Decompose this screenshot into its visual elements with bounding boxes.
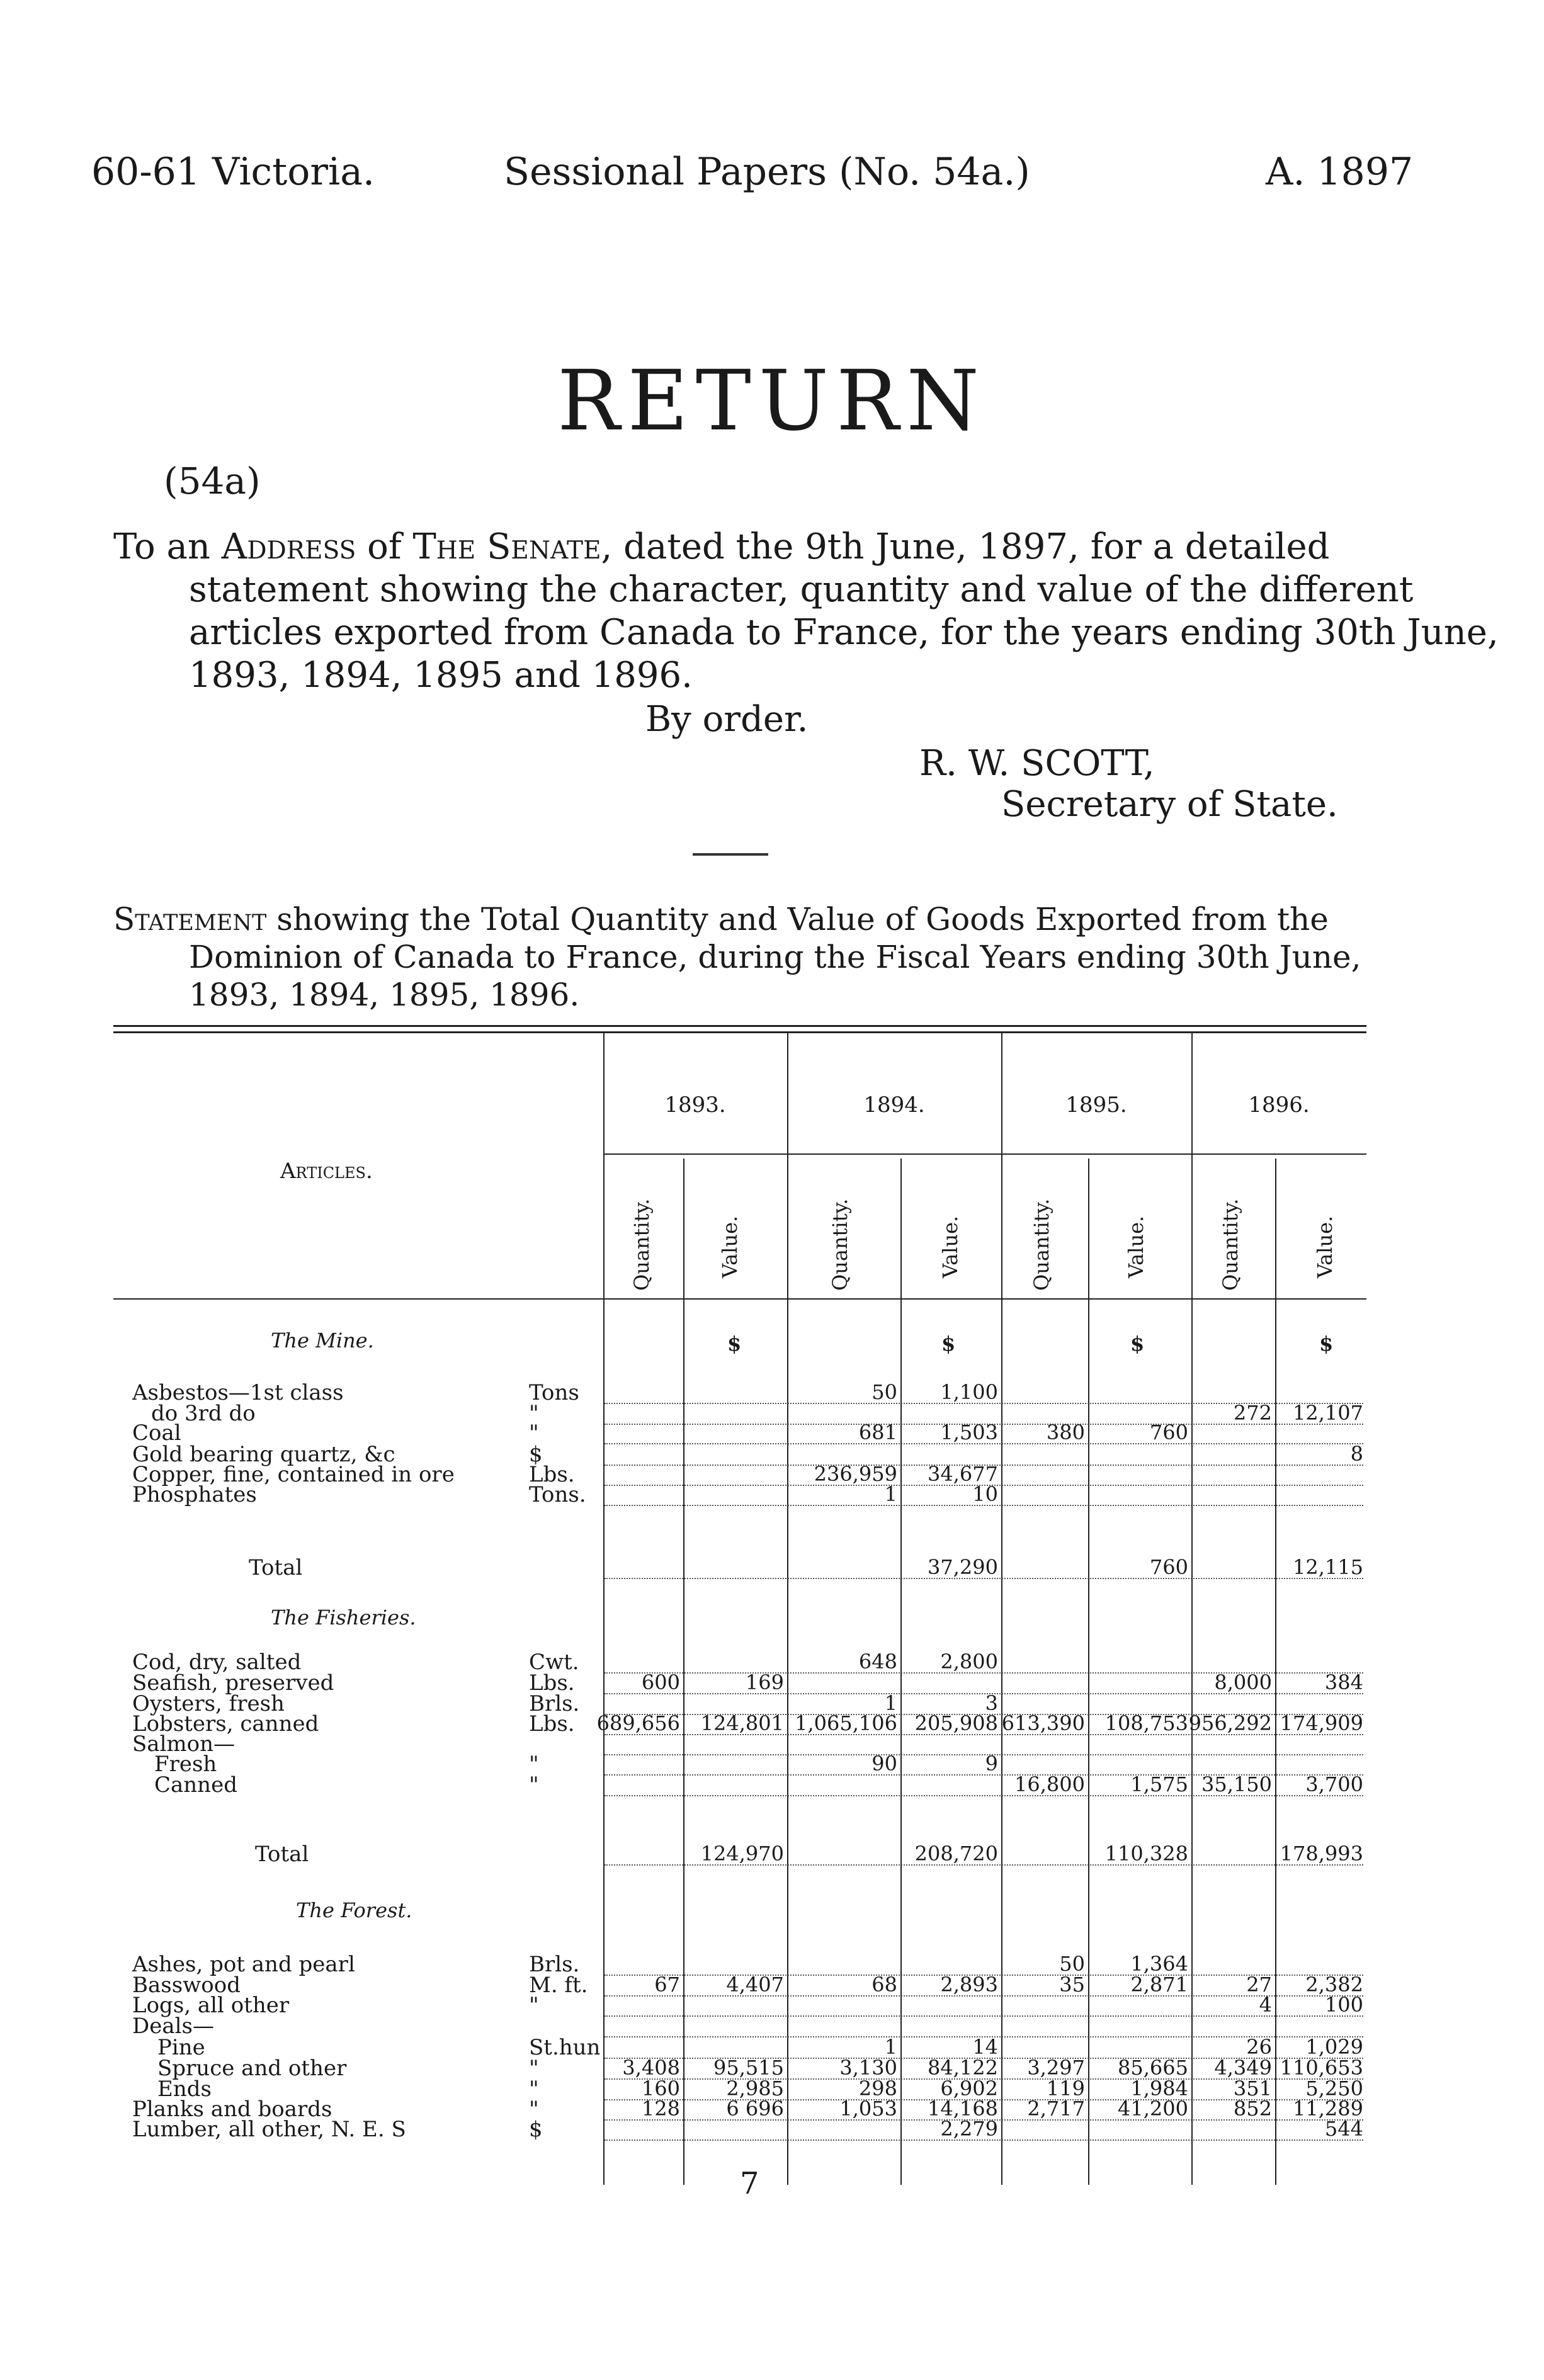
row-cell: 12,107 (1293, 1401, 1363, 1425)
row-cell: 760 (1149, 1420, 1188, 1444)
row-cell: 3,408 (622, 2056, 680, 2080)
row-dotted-rule (605, 1995, 1363, 1997)
header-center: Sessional Papers (No. 54a.) (504, 150, 1030, 194)
row-unit: Tons (529, 1380, 579, 1405)
row-dotted-rule (605, 1693, 1363, 1694)
row-cell: 2,717 (1027, 2097, 1085, 2121)
row-article: Gold bearing quartz, &c (132, 1442, 395, 1467)
row-cell: 1,053 (839, 2097, 897, 2121)
col-border (787, 1033, 788, 2185)
row-cell: 128 (641, 2097, 680, 2121)
row-cell: 2,279 (940, 2117, 998, 2141)
row-unit: Brls. (529, 1691, 580, 1716)
page-number: 7 (740, 2166, 759, 2201)
articles-header: Articles. (280, 1159, 373, 1184)
row-cell: 119 (1046, 2077, 1085, 2100)
row-cell: 10 (972, 1482, 998, 1506)
row-cell: 1,503 (940, 1420, 998, 1444)
document-number: (54a) (164, 460, 261, 502)
row-unit: St.hun (529, 2035, 601, 2060)
row-cell: 50 (1059, 1952, 1085, 1976)
row-cell: 6 696 (726, 2097, 784, 2121)
row-cell: 351 (1233, 2077, 1272, 2100)
row-cell: 1,984 (1130, 2077, 1188, 2100)
row-cell: 1 (884, 2035, 897, 2059)
row-article: Coal (132, 1420, 181, 1446)
row-unit: " (529, 2077, 539, 2102)
row-unit: $ (529, 2117, 543, 2142)
row-unit: Lbs. (529, 1462, 575, 1487)
row-article: Pine (157, 2035, 205, 2060)
row-cell: 12,115 (1293, 1555, 1363, 1579)
row-cell: 600 (641, 1670, 680, 1694)
section-mine: The Mine. (271, 1329, 374, 1352)
row-cell: 169 (745, 1670, 784, 1694)
row-article: Seafish, preserved (132, 1670, 334, 1696)
row-dotted-rule (605, 1578, 1363, 1579)
col-border (1191, 1033, 1193, 2185)
row-unit: " (529, 1993, 539, 2018)
year-header-rule (603, 1153, 1366, 1155)
row-cell: 1,100 (940, 1380, 998, 1404)
year-1893: 1893. (664, 1092, 726, 1118)
row-article: Total (249, 1555, 303, 1580)
row-cell: 852 (1233, 2097, 1272, 2121)
row-unit: " (529, 2097, 539, 2122)
table-top-rule (113, 1025, 1366, 1027)
quantity-label: Quantity. (1030, 1198, 1053, 1291)
row-article: Spruce and other (157, 2056, 347, 2081)
table-top-rule-2 (113, 1031, 1366, 1033)
row-cell: 380 (1046, 1420, 1085, 1444)
row-unit: Tons. (529, 1482, 586, 1507)
row-article: do 3rd do (151, 1401, 256, 1426)
row-article: Ends (157, 2077, 212, 2102)
year-1894: 1894. (863, 1092, 925, 1118)
row-article: Canned (154, 1772, 237, 1798)
row-dotted-rule (605, 2139, 1363, 2141)
row-cell: 2,985 (726, 2077, 784, 2100)
row-dotted-rule (605, 1734, 1363, 1735)
row-unit: Lbs. (529, 1670, 575, 1696)
row-cell: 5,250 (1305, 2077, 1363, 2100)
row-cell: 178,993 (1280, 1842, 1363, 1866)
row-cell: 648 (858, 1650, 897, 1674)
row-dotted-rule (605, 1443, 1363, 1444)
row-cell: 100 (1324, 1993, 1363, 2017)
statement-text: showing the Total Quantity and Value of Goods Exported from the Dominion of Canada to France, during the Fiscal Years ending 30th June, 1893, 1894, 1895, 1896. (189, 901, 1361, 1013)
signer-name: R. W. SCOTT, (919, 743, 1155, 784)
row-cell: 84,122 (928, 2056, 998, 2080)
row-cell: 298 (858, 2077, 897, 2100)
col-border (1001, 1033, 1002, 2185)
col-border (603, 1033, 605, 2185)
row-cell: 689,656 (596, 1711, 680, 1735)
col-border (1275, 1159, 1276, 2185)
row-cell: 384 (1324, 1670, 1363, 1694)
currency-1894: $ (941, 1332, 956, 1356)
row-cell: 3,130 (839, 2056, 897, 2080)
row-cell: 236,959 (814, 1462, 897, 1486)
row-unit: " (529, 2056, 539, 2081)
row-cell: 1,029 (1305, 2035, 1363, 2059)
row-cell: 613,390 (1001, 1711, 1085, 1735)
by-order: By order. (645, 699, 809, 740)
row-cell: 6,902 (940, 2077, 998, 2100)
row-dotted-rule (605, 2015, 1363, 2017)
row-article: Deals— (132, 2014, 214, 2039)
intro-of: of (367, 526, 402, 567)
row-cell: 85,665 (1118, 2056, 1188, 2080)
row-article: Salmon— (132, 1731, 236, 1757)
row-cell: 11,289 (1293, 2097, 1363, 2121)
row-cell: 4 (1259, 1993, 1272, 2017)
row-cell: 3,700 (1305, 1772, 1363, 1796)
row-cell: 124,970 (700, 1842, 784, 1866)
row-article: Oysters, fresh (132, 1691, 285, 1716)
row-cell: 2,382 (1305, 1973, 1363, 1997)
row-cell: 956,292 (1188, 1711, 1272, 1735)
row-cell: 272 (1233, 1401, 1272, 1425)
intro-address: Address (221, 526, 356, 567)
row-cell: 27 (1246, 1973, 1272, 1997)
row-cell: 37,290 (928, 1555, 998, 1579)
row-cell: 760 (1149, 1555, 1188, 1579)
intro-rest: , dated the 9th June, 1897, for a detailed statement showing the character, quantity and value of the different articles exported from Canada to France, for the years ending 30th June, 1893, 1894, 1895 and 1896. (189, 526, 1499, 696)
quantity-label: Quantity. (630, 1198, 654, 1291)
row-cell: 14 (972, 2035, 998, 2059)
row-cell: 9 (985, 1752, 998, 1776)
row-cell: 1 (884, 1691, 897, 1715)
row-article: Logs, all other (132, 1993, 290, 2018)
row-cell: 67 (654, 1973, 680, 1997)
value-label: Value. (1313, 1215, 1337, 1278)
row-article: Fresh (154, 1752, 217, 1777)
row-unit: Cwt. (529, 1650, 579, 1675)
row-cell: 2,893 (940, 1973, 998, 1997)
row-cell: 205,908 (914, 1711, 998, 1735)
row-cell: 68 (871, 1973, 897, 1997)
year-1895: 1895. (1065, 1092, 1127, 1118)
row-cell: 681 (858, 1420, 897, 1444)
row-article: Cod, dry, salted (132, 1650, 302, 1675)
row-article: Basswood (132, 1973, 241, 1998)
year-1896: 1896. (1248, 1092, 1310, 1118)
currency-1896: $ (1319, 1332, 1334, 1356)
value-label: Value. (938, 1215, 962, 1278)
quantity-label: Quantity. (828, 1198, 852, 1291)
row-cell: 90 (871, 1752, 897, 1776)
row-unit: $ (529, 1442, 543, 1467)
row-cell: 8 (1350, 1442, 1363, 1466)
row-cell: 2,800 (940, 1650, 998, 1674)
row-dotted-rule (605, 1864, 1363, 1866)
header-left: 60-61 Victoria. (91, 150, 375, 194)
value-label: Value. (1124, 1215, 1148, 1278)
statement-lead: Statement (113, 901, 267, 938)
row-unit: " (529, 1420, 539, 1446)
row-cell: 174,909 (1280, 1711, 1363, 1735)
currency-1895: $ (1130, 1332, 1145, 1356)
row-unit: Lbs. (529, 1711, 575, 1737)
section-fisheries: The Fisheries. (271, 1606, 416, 1629)
row-cell: 208,720 (914, 1842, 998, 1866)
intro-to-an: To an (113, 526, 210, 567)
row-article: Phosphates (132, 1482, 257, 1507)
row-cell: 26 (1246, 2035, 1272, 2059)
row-cell: 4,407 (726, 1973, 784, 1997)
row-cell: 3 (985, 1691, 998, 1715)
row-cell: 160 (641, 2077, 680, 2100)
row-cell: 110,653 (1280, 2056, 1363, 2080)
row-cell: 8,000 (1214, 1670, 1272, 1694)
row-cell: 16,800 (1014, 1772, 1085, 1796)
signer-title: Secretary of State. (1001, 784, 1338, 825)
row-dotted-rule (605, 1505, 1363, 1506)
row-cell: 95,515 (713, 2056, 784, 2080)
row-cell: 108,753 (1104, 1711, 1188, 1735)
row-unit: " (529, 1401, 539, 1426)
intro-senate: The Senate (412, 526, 601, 567)
header-right: A. 1897 (1266, 150, 1414, 194)
row-cell: 41,200 (1118, 2097, 1188, 2121)
row-dotted-rule (605, 1754, 1363, 1755)
row-article: Asbestos—1st class (132, 1380, 344, 1405)
row-cell: 1,065,106 (795, 1711, 897, 1735)
row-article: Planks and boards (132, 2097, 332, 2122)
page-title: RETURN (557, 353, 987, 450)
row-unit: " (529, 1772, 539, 1798)
row-unit: " (529, 1752, 539, 1777)
row-article: Lobsters, canned (132, 1711, 319, 1737)
row-cell: 110,328 (1104, 1842, 1188, 1866)
quantity-label: Quantity. (1218, 1198, 1242, 1291)
row-unit: Brls. (529, 1952, 580, 1977)
row-cell: 3,297 (1027, 2056, 1085, 2080)
section-forest: The Forest. (296, 1898, 412, 1922)
row-article: Copper, fine, contained in ore (132, 1462, 455, 1487)
header-bottom-rule (113, 1298, 1366, 1300)
row-cell: 35,150 (1201, 1772, 1272, 1796)
row-cell: 1,364 (1130, 1952, 1188, 1976)
row-cell: 1,575 (1130, 1772, 1188, 1796)
row-article: Ashes, pot and pearl (132, 1952, 355, 1977)
col-border (1088, 1159, 1089, 2185)
row-article: Total (255, 1842, 309, 1867)
row-cell: 1 (884, 1482, 897, 1506)
row-dotted-rule (605, 1795, 1363, 1796)
row-cell: 2,871 (1130, 1973, 1188, 1997)
row-cell: 14,168 (928, 2097, 998, 2121)
row-unit: M. ft. (529, 1973, 588, 1998)
row-cell: 544 (1324, 2117, 1363, 2141)
row-cell: 124,801 (700, 1711, 784, 1735)
row-cell: 35 (1059, 1973, 1085, 1997)
row-cell: 4,349 (1214, 2056, 1272, 2080)
row-cell: 50 (871, 1380, 897, 1404)
row-article: Lumber, all other, N. E. S (132, 2117, 406, 2142)
col-border (683, 1159, 684, 2185)
col-border (900, 1159, 902, 2185)
currency-1893: $ (727, 1332, 742, 1356)
row-cell: 34,677 (928, 1462, 998, 1486)
value-label: Value. (718, 1215, 742, 1278)
